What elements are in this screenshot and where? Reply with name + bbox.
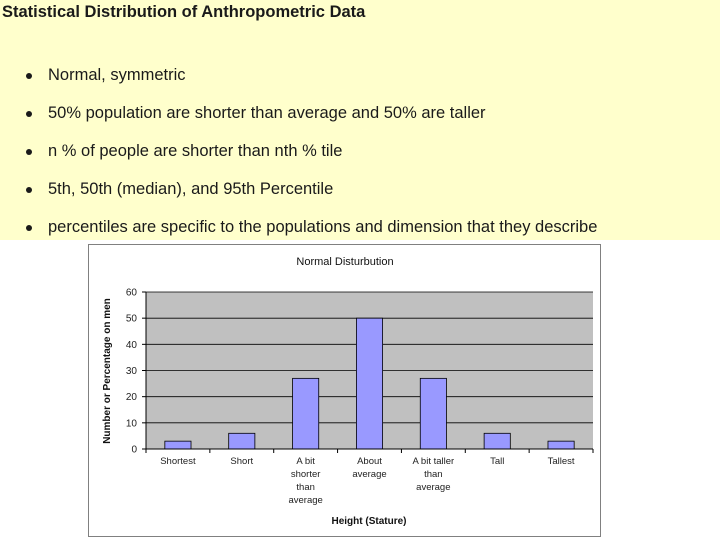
bullet-dot-icon [26,187,32,193]
bullet-dot-icon [26,149,32,155]
bullet-dot-icon [26,225,32,231]
chart-title: Normal Disturbution [296,256,394,268]
y-tick-label: 30 [125,366,137,377]
x-tick-label: A bit taller than average [412,456,455,493]
slide-title: Statistical Distribution of Anthropometric Data [2,3,366,21]
y-tick-label: 20 [125,392,137,404]
bar [420,378,446,449]
x-tick-label: About average [352,456,387,480]
bullet-text: 5th, 50th (median), and 95th Percentile [48,180,334,198]
bar [484,433,510,449]
chart-container [88,244,601,537]
bullet-dot-icon [26,73,32,79]
bar [356,318,382,449]
x-tick-label: Tallest [547,456,575,467]
bar [293,378,319,449]
x-axis-label: Height (Stature) [331,516,407,527]
x-tick-label: Tall [490,456,505,467]
bullet-text: Normal, symmetric [48,66,186,84]
y-tick-label: 0 [131,444,137,456]
bar [548,441,574,449]
bar-chart [89,245,600,536]
x-tick-label: A bit shorter than average [288,456,323,506]
x-tick-label: Shortest [160,456,196,467]
bullet-dot-icon [26,111,32,117]
bullet-text: percentiles are specific to the populations and dimension that they describe [48,218,598,236]
bar [229,433,255,449]
bullet-text: 50% population are shorter than average and 50% are taller [48,104,486,122]
y-tick-label: 60 [125,287,137,299]
y-tick-label: 40 [125,339,137,351]
y-axis-label: Number or Percentage on men [102,298,113,444]
x-tick-label: Short [230,456,254,467]
bullet-text: n % of people are shorter than nth % tile [48,142,343,160]
y-tick-label: 50 [125,313,137,325]
y-tick-label: 10 [125,418,137,430]
bar [165,441,191,449]
